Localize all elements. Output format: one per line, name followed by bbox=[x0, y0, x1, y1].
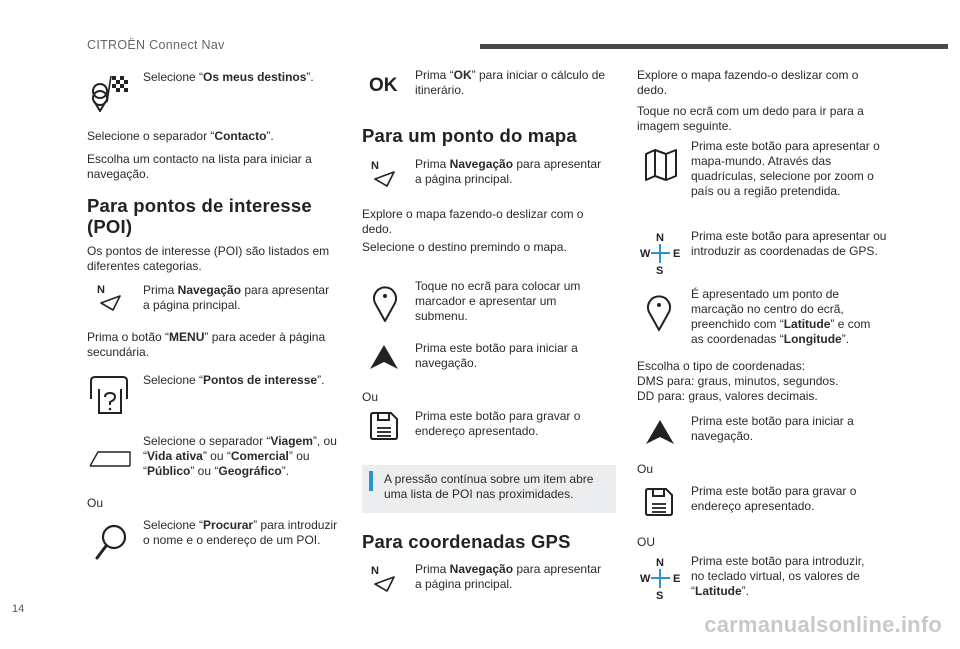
gps-heading: Para coordenadas GPS bbox=[362, 531, 571, 552]
svg-text:OK: OK bbox=[369, 75, 398, 96]
poi-intro-text: Os pontos de interesse (POI) são listados em diferentes categorias. bbox=[87, 244, 330, 273]
touch-marker-text: Toque no ecrã para colocar um marcador e apresentar um submenu. bbox=[415, 279, 581, 323]
choose-contact-text: Escolha um contacto na lista para iniciar a navegação. bbox=[87, 152, 312, 181]
select-tab-viagem-text: Selecione o separador “Viagem”, ou “Vida ativa” ou “Comercial” ou “Público” ou “Geográfico”. bbox=[143, 434, 337, 478]
save-disk-icon bbox=[644, 487, 674, 517]
press-navigation-text: Prima Navegação para apresentar a página principal. bbox=[143, 283, 330, 312]
svg-text:N: N bbox=[371, 160, 379, 172]
tab-selector-icon bbox=[89, 449, 131, 469]
svg-text:N: N bbox=[656, 232, 664, 244]
press-ok-text: Prima “OK” para iniciar o cálculo de itinerário. bbox=[415, 68, 606, 97]
coordinate-type-text: Escolha o tipo de coordenadas: DMS para: graus, minutos, segundos. DD para: graus, valores decimais. bbox=[637, 359, 839, 403]
marker-point-text: É apresentado um ponto de marcação no centro do ecrã, preenchido com “Latitude” e com as coordenadas “Longitude”. bbox=[691, 287, 871, 346]
svg-text:E: E bbox=[673, 573, 681, 585]
info-icon bbox=[369, 471, 373, 491]
select-search-text: Selecione “Procurar” para introduzir o nome e o endereço de um POI. bbox=[143, 518, 338, 547]
map-point-heading: Para um ponto do mapa bbox=[362, 125, 577, 146]
explore-map-text: Explore o mapa fazendo-o deslizar com o dedo. bbox=[637, 68, 859, 97]
svg-text:N: N bbox=[656, 557, 664, 569]
select-my-destinations-text: Selecione “Os meus destinos”. bbox=[143, 70, 314, 84]
search-magnifier-icon bbox=[94, 523, 128, 561]
navigation-arrow-icon bbox=[371, 159, 397, 187]
svg-text:N: N bbox=[97, 284, 105, 296]
info-box bbox=[362, 465, 616, 513]
world-map-text: Prima este botão para apresentar o mapa-mundo. Através das quadrículas, selecione por zoom o país ou a região pretendida. bbox=[691, 139, 880, 198]
start-navigation-arrow-icon bbox=[644, 418, 676, 446]
poi-heading: Para pontos de interesse (POI) bbox=[87, 195, 312, 237]
start-navigation-arrow-icon bbox=[368, 343, 400, 371]
or-text: Ou bbox=[637, 462, 654, 476]
press-menu-text: Prima o botão “MENU” para aceder à página secundária. bbox=[87, 330, 326, 359]
save-disk-icon bbox=[369, 411, 399, 441]
navigation-arrow-icon bbox=[97, 283, 123, 311]
touch-next-image-text: Toque no ecrã com um dedo para ir para a imagem seguinte. bbox=[637, 104, 864, 133]
explore-map-text: Explore o mapa fazendo-o deslizar com o dedo. bbox=[362, 207, 584, 236]
start-navigation-text: Prima este botão para iniciar a navegação. bbox=[415, 341, 578, 370]
watermark: carmanualsonline.info bbox=[704, 612, 942, 637]
info-text: A pressão contínua sobre um item abre uma lista de POI nas proximidades. bbox=[384, 472, 594, 501]
svg-text:N: N bbox=[371, 565, 379, 577]
gps-compass-icon bbox=[640, 231, 682, 275]
world-map-icon bbox=[644, 148, 678, 182]
svg-text:W: W bbox=[640, 573, 651, 585]
navigation-arrow-icon bbox=[371, 564, 397, 592]
header-title: CITROËN Connect Nav bbox=[87, 38, 225, 52]
map-pin-icon bbox=[646, 292, 672, 332]
press-navigation-text: Prima Navegação para apresentar a página principal. bbox=[415, 157, 602, 186]
select-contact-tab-text: Selecione o separador “Contacto”. bbox=[87, 129, 274, 143]
destination-flag-icon bbox=[92, 72, 130, 112]
ok-icon bbox=[368, 71, 408, 97]
select-poi-text: Selecione “Pontos de interesse”. bbox=[143, 373, 325, 387]
enter-latitude-text: Prima este botão para introduzir, no teclado virtual, os valores de “Latitude”. bbox=[691, 554, 865, 598]
save-address-text: Prima este botão para gravar o endereço apresentado. bbox=[691, 484, 857, 513]
page-number: 14 bbox=[12, 603, 25, 615]
poi-folder-question-icon bbox=[89, 375, 131, 417]
gps-coordinates-text: Prima este botão para apresentar ou introduzir as coordenadas de GPS. bbox=[691, 229, 887, 258]
select-destination-text: Selecione o destino premindo o mapa. bbox=[362, 240, 567, 254]
or-text: Ou bbox=[87, 496, 104, 510]
press-navigation-text: Prima Navegação para apresentar a página principal. bbox=[415, 562, 602, 591]
svg-text:E: E bbox=[673, 248, 681, 260]
header-bar bbox=[480, 44, 948, 49]
start-navigation-text: Prima este botão para iniciar a navegação. bbox=[691, 414, 854, 443]
or-caps-text: OU bbox=[637, 535, 655, 549]
or-text: Ou bbox=[362, 390, 379, 404]
save-address-text: Prima este botão para gravar o endereço apresentado. bbox=[415, 409, 581, 438]
gps-compass-icon bbox=[640, 556, 682, 600]
map-pin-icon bbox=[372, 283, 398, 323]
svg-text:S: S bbox=[656, 590, 664, 600]
svg-text:S: S bbox=[656, 265, 664, 275]
svg-text:W: W bbox=[640, 248, 651, 260]
